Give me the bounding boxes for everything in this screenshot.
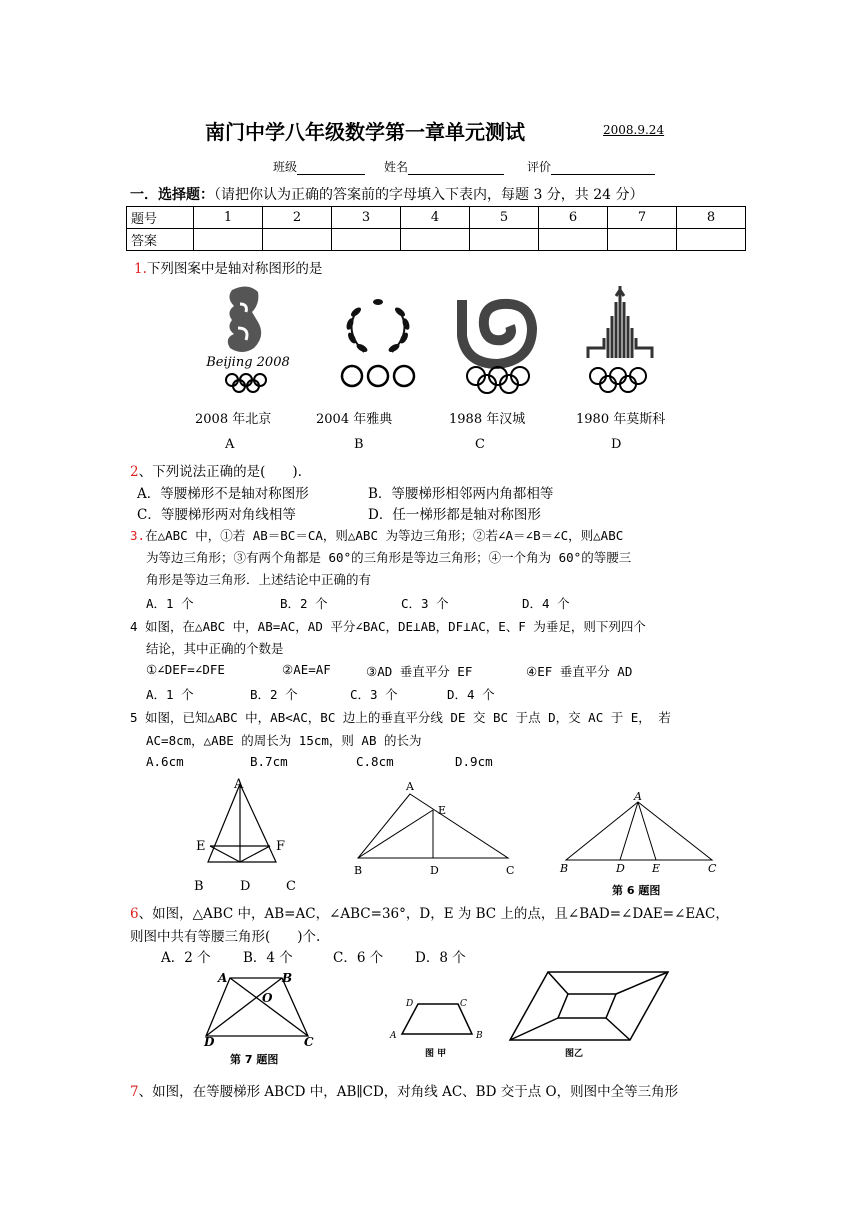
label-c: C: [304, 1035, 314, 1046]
label-a: A: [218, 971, 228, 985]
label-c: C: [460, 999, 467, 1009]
table-row: [127, 207, 746, 229]
q4-option-b: B．2 个: [250, 687, 298, 702]
q4-statement-2: ②AE=AF: [282, 662, 331, 677]
label-d: D: [406, 999, 414, 1009]
question-6-line2: 则图中共有等腰三角形( )个.: [130, 929, 321, 945]
table-header-cell: 答案: [127, 229, 194, 251]
answer-cell[interactable]: [401, 229, 470, 251]
name-field: 姓名: [384, 158, 504, 175]
figure-q5: [348, 778, 528, 878]
label-f: F: [276, 839, 286, 854]
caption-d: 1980 年莫斯科: [576, 412, 666, 427]
label-d: D: [430, 864, 439, 877]
q3-option-c: C．3 个: [401, 596, 449, 611]
q6-option-c: C．6 个: [333, 950, 384, 966]
q2-option-a: A．等腰梯形不是轴对称图形: [137, 486, 309, 502]
figure-q7: [200, 966, 320, 1046]
label-e: E: [652, 862, 661, 875]
label-d: D: [240, 879, 251, 894]
q3-option-a: A．1 个: [146, 596, 194, 611]
answer-cell[interactable]: [677, 229, 746, 251]
beijing-2008-logo: [196, 282, 300, 394]
figure-jia: [388, 990, 492, 1046]
caption-a: 2008 年北京: [195, 412, 272, 427]
label-b: B: [194, 879, 204, 894]
label-a: A: [406, 780, 414, 793]
label-d: D: [204, 1035, 215, 1046]
logo-text: Beijing 2008: [206, 355, 290, 370]
q2-option-b: B．等腰梯形相邻两内角都相等: [368, 486, 554, 502]
option-letter-b: B: [354, 437, 364, 452]
answer-cell[interactable]: [608, 229, 677, 251]
q5-option-d: D.9cm: [455, 754, 493, 769]
table-cell: 6: [539, 207, 608, 229]
label-e: E: [196, 839, 206, 854]
option-letter-a: A: [225, 437, 235, 452]
fig7-caption: 第 7 题图: [230, 1053, 279, 1066]
table-cell: 3: [332, 207, 401, 229]
label-o: O: [262, 991, 273, 1005]
q6-option-a: A．2 个: [161, 950, 211, 966]
q4-option-d: D．4 个: [447, 687, 495, 702]
moscow-1980-logo: [576, 282, 664, 394]
test-date: 2008.9.24: [603, 123, 665, 137]
class-field: 班级: [273, 158, 365, 175]
question-2: 2、下列说法正确的是( ).: [130, 464, 302, 480]
q5-option-c: C.8cm: [356, 754, 394, 769]
figure-q4: [190, 774, 310, 896]
q4-statement-4: ④EF 垂直平分 AD: [526, 664, 633, 679]
caption-c: 1988 年汉城: [449, 412, 526, 427]
table-cell: 1: [194, 207, 263, 229]
label-b: B: [354, 864, 363, 877]
label-b: B: [476, 1031, 483, 1041]
q3-option-d: D．4 个: [522, 596, 570, 611]
question-1: 1.下列图案中是轴对称图形的是: [134, 261, 323, 277]
label-c: C: [286, 879, 296, 894]
label-c: C: [506, 864, 515, 877]
jia-caption: 图 甲: [425, 1049, 447, 1059]
section-heading: 一．选择题：（请把你认为正确的答案前的字母填入下表内，每题 3 分，共 24 分）: [130, 187, 644, 203]
table-cell: 2: [263, 207, 332, 229]
question-5-line2: AC=8cm，△ABE 的周长为 15cm，则 AB 的长为: [146, 733, 422, 748]
page-title: 南门中学八年级数学第一章单元测试: [205, 120, 525, 144]
q4-statement-1: ①∠DEF=∠DFE: [146, 662, 225, 677]
answer-cell[interactable]: [332, 229, 401, 251]
yi-caption: 图乙: [565, 1049, 584, 1059]
q3-option-b: B．2 个: [280, 596, 328, 611]
option-letter-d: D: [611, 437, 622, 452]
label-d: D: [616, 862, 625, 875]
grade-field: 评价: [527, 158, 655, 175]
q6-option-d: D．8 个: [415, 950, 466, 966]
answer-cell[interactable]: [263, 229, 332, 251]
fig6-caption: 第 6 题图: [612, 884, 661, 897]
table-cell: 5: [470, 207, 539, 229]
q5-option-b: B.7cm: [250, 754, 288, 769]
table-cell: 8: [677, 207, 746, 229]
label-c: C: [708, 862, 717, 875]
answer-table: [126, 206, 746, 251]
option-letter-c: C: [475, 437, 485, 452]
question-3-line2: 为等边三角形；③有两个角都是 60°的三角形是等边三角形；④一个角为 60°的等腰三: [146, 550, 632, 565]
question-7: 7、如图，在等腰梯形 ABCD 中，AB∥CD，对角线 AC、BD 交于点 O，则图中全等三角形: [130, 1084, 679, 1100]
table-cell: 4: [401, 207, 470, 229]
answer-cell[interactable]: [194, 229, 263, 251]
label-a: A: [390, 1031, 397, 1041]
seoul-1988-logo: [452, 296, 542, 394]
q6-option-b: B．4 个: [243, 950, 293, 966]
question-5: 5 如图，已知△ABC 中，AB<AC，BC 边上的垂直平分线 DE 交 BC 于点 D，交 AC 于 E， 若: [130, 710, 671, 725]
q2-option-d: D．任一梯形都是轴对称图形: [368, 507, 541, 523]
figure-yi: [506, 968, 672, 1044]
table-cell: 7: [608, 207, 677, 229]
q4-option-c: C．3 个: [350, 687, 398, 702]
question-3: 3.在△ABC 中，①若 AB＝BC＝CA，则△ABC 为等边三角形；②若∠A＝∠B＝∠C，则△ABC: [130, 528, 624, 543]
label-b: B: [560, 862, 569, 875]
label-e: E: [438, 804, 447, 817]
question-4-line2: 结论，其中正确的个数是: [146, 641, 284, 656]
label-a: A: [234, 777, 244, 792]
answer-cell[interactable]: [539, 229, 608, 251]
question-3-line3: 角形是等边三角形．上述结论中正确的有: [146, 572, 372, 587]
table-header-cell: 题号: [127, 207, 194, 229]
label-b: B: [282, 971, 293, 985]
q4-statement-3: ③AD 垂直平分 EF: [366, 664, 473, 679]
caption-b: 2004 年雅典: [316, 412, 393, 427]
answer-cell[interactable]: [470, 229, 539, 251]
athens-2004-logo: [334, 292, 424, 394]
q5-option-a: A.6cm: [146, 754, 184, 769]
label-a: A: [634, 790, 642, 803]
question-6: 6、如图，△ABC 中，AB=AC，∠ABC=36°，D，E 为 BC 上的点，且∠BAD=∠DAE=∠EAC，: [130, 906, 729, 922]
table-row: [127, 229, 746, 251]
question-4: 4 如图，在△ABC 中，AB=AC，AD 平分∠BAC，DE⊥AB，DF⊥AC，E、F 为垂足，则下列四个: [130, 619, 646, 634]
q2-option-c: C．等腰梯形两对角线相等: [137, 507, 296, 523]
q4-option-a: A．1 个: [146, 687, 194, 702]
